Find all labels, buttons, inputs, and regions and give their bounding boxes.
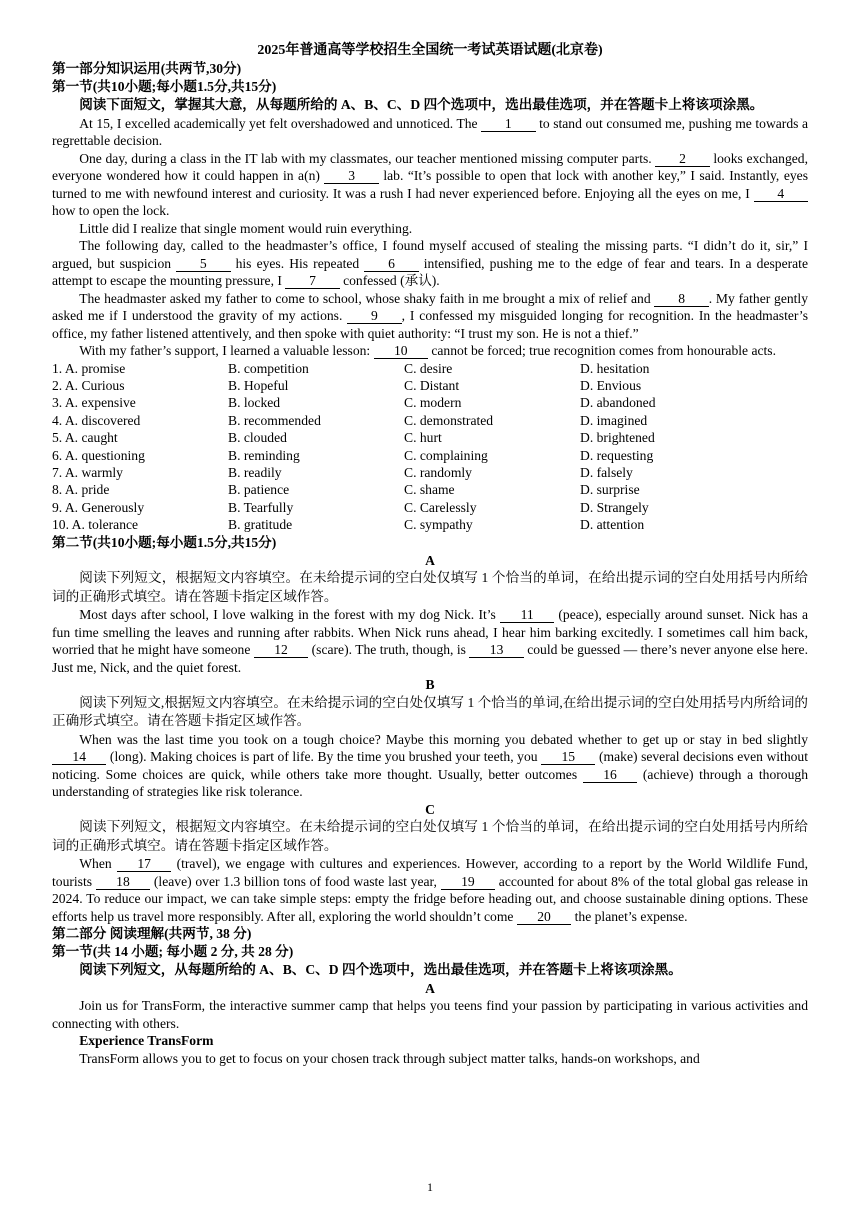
passage-text: Most days after school, I love walking in the forest with my dog Nick. It’s: [79, 607, 501, 623]
passage-text: accounted for about 8% of the total global gas release in 2024. To reduce our impact, we can take simple steps: empty the fridge before heading out, and choose sustainable dining options. These efforts help us travel more responsibly. After all, exploring the world shouldn’t come: [52, 873, 808, 924]
option-row: [52, 429, 808, 446]
reading-a-subheading: Experience TransForm: [79, 1033, 214, 1049]
cloze-passage: [52, 115, 808, 360]
option-choice[interactable]: 2. A. Curious: [52, 377, 125, 393]
cloze-paragraph: [52, 237, 808, 290]
option-choice[interactable]: D. attention: [580, 517, 645, 533]
option-choice[interactable]: B. reminding: [228, 447, 300, 463]
option-choice[interactable]: D. Envious: [580, 377, 642, 393]
answer-blank[interactable]: 18: [95, 873, 151, 889]
option-choice[interactable]: 7. A. warmly: [52, 464, 123, 480]
passage-c-text: [52, 855, 808, 925]
passage-text: (achieve) through a thorough understanding of strategies like risk tolerance.: [52, 766, 808, 800]
answer-blank[interactable]: 15: [541, 749, 596, 765]
option-choice[interactable]: B. locked: [228, 395, 281, 411]
passage-c-label: C: [425, 801, 435, 817]
option-choice[interactable]: D. Strangely: [580, 499, 649, 515]
answer-blank[interactable]: 17: [116, 856, 172, 872]
option-row: [52, 377, 808, 394]
option-row: [52, 499, 808, 516]
answer-blank[interactable]: 9: [347, 308, 402, 323]
option-choice[interactable]: C. hurt: [404, 430, 442, 446]
passage-text: , I confessed my misguided longing for recognition. In the headmaster’s office, my father listened attentively, and then spoke with quiet authority: “I trust my son. He is not a thief.”: [52, 308, 808, 341]
answer-blank[interactable]: 6: [364, 255, 419, 271]
passage-text: When was the last time you took on a tough choice? Maybe this morning you debated whether to get up or stay in bed slightly: [79, 731, 808, 747]
passage-text: The following day, called to the headmaster’s office, I found myself accused of stealing the missing parts. “I didn’t do it, sir,” I argued, but suspicion: [52, 238, 808, 271]
option-row: [52, 516, 808, 533]
option-choice[interactable]: C. Distant: [404, 377, 460, 393]
passage-text: (make) several decisions even without noticing. Some choices are quick, while others take more thought. Usually, better outcomes: [52, 749, 809, 782]
answer-blank[interactable]: 8: [654, 290, 709, 306]
page-title: 2025年普通高等学校招生全国统一考试英语试题(北京卷): [257, 43, 603, 58]
option-choice[interactable]: C. complaining: [404, 447, 488, 463]
passage-text: (leave) over 1.3 billion tons of food waste last year,: [150, 873, 441, 889]
cloze-options: [52, 360, 808, 534]
option-choice[interactable]: C. demonstrated: [404, 412, 494, 428]
answer-blank[interactable]: 16: [582, 766, 638, 782]
passage-text: lab. “It’s possible to open that lock with another key,” I said. Instantly, eyes turned to me with newfound interest and curiosity. It was a rush I had never experienced before. Enjoying all the eyes on me, I: [52, 168, 809, 201]
passage-text: Little did I realize that single moment would ruin everything.: [79, 220, 413, 236]
option-row: [52, 412, 808, 429]
option-choice[interactable]: B. readily: [228, 464, 282, 480]
part2-heading: 第二部分 阅读理解(共两节, 38 分): [52, 926, 252, 942]
reading-a-label: A: [425, 980, 435, 996]
option-choice[interactable]: C. randomly: [404, 464, 472, 480]
passage-a-instruction: 阅读下列短文，根据短文内容填空。在未给提示词的空白处仅填写 1 个恰当的单词，在给出提示词的空白处用括号内所给词的正确形式填空。请在答题卡指定区域作答。: [52, 570, 808, 604]
passage-b-text: [52, 731, 808, 801]
option-choice[interactable]: 8. A. pride: [52, 482, 110, 498]
option-choice[interactable]: B. patience: [228, 482, 290, 498]
passage-text: intensified, pushing me to the edge of fear and tears. In a desperate attempt to escape the mounting pressure, I: [52, 255, 808, 288]
option-row: [52, 481, 808, 498]
exam-page: [52, 42, 808, 1067]
answer-blank[interactable]: 2: [655, 150, 710, 166]
option-choice[interactable]: D. imagined: [580, 412, 648, 428]
option-choice[interactable]: C. sympathy: [404, 517, 473, 533]
answer-blank[interactable]: 5: [176, 255, 231, 271]
option-choice[interactable]: C. shame: [404, 482, 455, 498]
passage-a-text: [52, 606, 808, 676]
reading-a-body: TransForm allows you to get to focus on your chosen track through subject matter talks, hands-on workshops, and: [79, 1050, 700, 1066]
option-choice[interactable]: B. competition: [228, 360, 309, 376]
option-choice[interactable]: B. clouded: [228, 430, 287, 446]
option-choice[interactable]: 5. A. caught: [52, 430, 118, 446]
answer-blank[interactable]: 10: [373, 343, 428, 358]
part2-section1-heading: 第一节(共 14 小题; 每小题 2 分, 共 28 分): [52, 944, 294, 960]
answer-blank[interactable]: 14: [52, 749, 107, 765]
passage-text: . My father gently asked me if I understood the gravity of my actions.: [52, 290, 808, 323]
cloze-paragraph: [52, 150, 808, 220]
part2-instruction: 阅读下列短文，从每题所给的 A、B、C、D 四个选项中，选出最佳选项，并在答题卡上将该项涂黑。: [79, 962, 682, 978]
option-choice[interactable]: C. desire: [404, 360, 453, 376]
cloze-paragraph: [52, 342, 808, 360]
option-choice[interactable]: 9. A. Generously: [52, 499, 145, 515]
part1-section1-heading: 第一节(共10小题;每小题1.5分,共15分): [52, 79, 277, 94]
part1-instruction: 阅读下面短文，掌握其大意，从每题所给的 A、B、C、D 四个选项中，选出最佳选项，并在答题卡上将该项涂黑。: [79, 97, 764, 112]
reading-a-intro: Join us for TransForm, the interactive summer camp that helps you teens find your passion by participating in various activities and connecting with others.: [52, 998, 808, 1031]
part1-heading: 第一部分知识运用(共两节,30分): [52, 61, 242, 76]
option-choice[interactable]: B. gratitude: [228, 517, 293, 533]
passage-text: (scare). The truth, though, is: [308, 642, 470, 658]
page-number: 1: [427, 1180, 433, 1194]
answer-blank[interactable]: 4: [753, 185, 808, 201]
passage-c-instruction: 阅读下列短文，根据短文内容填空。在未给提示词的空白处仅填写 1 个恰当的单词，在给出提示词的空白处用括号内所给词的正确形式填空。请在答题卡指定区域作答。: [52, 819, 808, 853]
cloze-paragraph: [52, 220, 808, 238]
answer-blank[interactable]: 20: [516, 908, 572, 924]
answer-blank[interactable]: 7: [285, 273, 340, 288]
passage-b-instruction: 阅读下列短文,根据短文内容填空。在未给提示词的空白处仅填写 1 个恰当的单词,在给出提示词的空白处用括号内所给词的正确形式填空。请在答题卡指定区域作答。: [52, 694, 808, 729]
answer-blank[interactable]: 19: [440, 873, 496, 889]
passage-text: how to open the lock.: [52, 203, 170, 218]
answer-blank[interactable]: 13: [469, 642, 524, 658]
option-choice[interactable]: D. abandoned: [580, 395, 656, 411]
answer-blank[interactable]: 11: [500, 607, 555, 623]
passage-text: the planet’s expense.: [571, 908, 688, 924]
option-choice[interactable]: 6. A. questioning: [52, 447, 145, 463]
passage-b-label: B: [425, 677, 435, 693]
option-choice[interactable]: C. modern: [404, 395, 462, 411]
passage-text: his eyes. His repeated: [230, 255, 365, 271]
option-choice[interactable]: B. Tearfully: [228, 499, 294, 515]
passage-text: looks exchanged, everyone wondered how it could happen in a(n): [52, 150, 808, 183]
option-choice[interactable]: D. falsely: [580, 464, 633, 480]
cloze-paragraph: [52, 290, 808, 343]
option-row: [52, 464, 808, 481]
passage-text: (travel), we engage with cultures and experiences. However, according to a report by the World Wildlife Fund, tourists: [52, 856, 809, 889]
passage-text: With my father’s support, I learned a valuable lesson:: [79, 343, 374, 358]
option-choice[interactable]: 10. A. tolerance: [52, 517, 139, 533]
passage-text: could be guessed — there’s never anyone else here. Just me, Nick, and the quiet forest.: [52, 642, 808, 675]
option-choice[interactable]: C. Carelessly: [404, 499, 477, 515]
option-row: [52, 447, 808, 464]
option-choice[interactable]: D. hesitation: [580, 360, 650, 376]
passage-text: to stand out consumed me, pushing me towards a regrettable decision.: [52, 115, 808, 148]
option-choice[interactable]: 3. A. expensive: [52, 395, 136, 411]
passage-text: cannot be forced; true recognition comes from honourable acts.: [427, 343, 776, 358]
option-row: [52, 394, 808, 411]
option-choice[interactable]: 4. A. discovered: [52, 412, 141, 428]
answer-blank[interactable]: 3: [324, 168, 379, 183]
part1-section2-heading: 第二节(共10小题;每小题1.5分,共15分): [52, 534, 277, 550]
option-choice[interactable]: D. requesting: [580, 447, 654, 463]
passage-text: When: [79, 856, 117, 872]
option-choice[interactable]: D. brightened: [580, 430, 655, 446]
option-row: [52, 360, 808, 377]
answer-blank[interactable]: 1: [481, 115, 536, 131]
passage-text: (peace), especially around sunset. Nick has a fun time smelling the leaves and running after rabbits. When Nick runs ahead, I hear him barking excitedly. I sometimes call him back, worried that he might have someone: [52, 607, 808, 658]
passage-text: The headmaster asked my father to come to school, whose shaky faith in me brought a mix of relief and: [79, 290, 655, 306]
passage-text: (long). Making choices is part of life. By the time you brushed your teeth, you: [106, 749, 542, 765]
option-choice[interactable]: B. Hopeful: [228, 377, 289, 393]
answer-blank[interactable]: 12: [253, 642, 309, 658]
option-choice[interactable]: B. recommended: [228, 412, 321, 428]
option-choice[interactable]: 1. A. promise: [52, 360, 126, 376]
passage-text: At 15, I excelled academically yet felt overshadowed and unnoticed. The: [79, 115, 482, 131]
option-choice[interactable]: D. surprise: [580, 482, 640, 498]
passage-text: One day, during a class in the IT lab with my classmates, our teacher mentioned missing computer parts.: [79, 150, 656, 166]
passage-text: confessed (承认).: [339, 273, 440, 288]
cloze-paragraph: [52, 115, 808, 150]
passage-a-label: A: [425, 552, 435, 568]
